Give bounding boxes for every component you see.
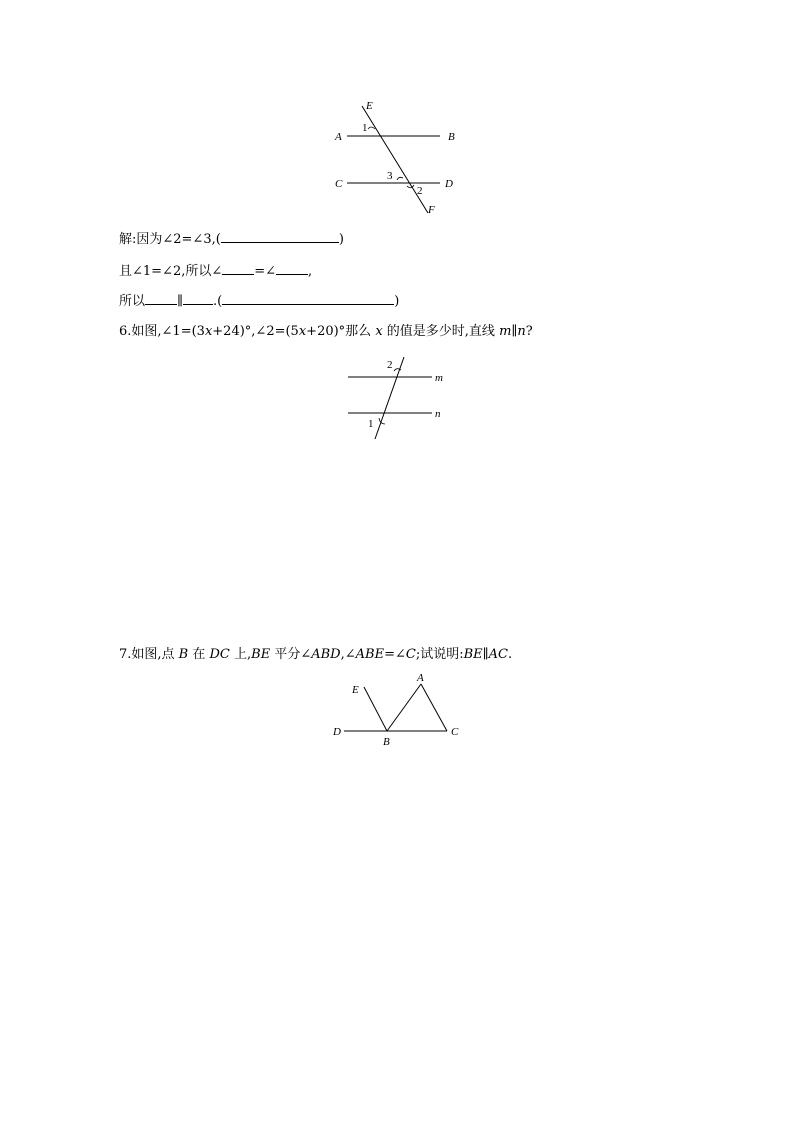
line-blank-2[interactable]: [183, 292, 213, 305]
segment-be: [364, 687, 387, 731]
label-b: B: [383, 736, 390, 748]
angle-3-arc: [397, 177, 403, 180]
label-angle-1: 1: [368, 418, 374, 430]
label-m: m: [435, 372, 443, 384]
label-d: D: [333, 726, 341, 738]
label-angle-2: 2: [417, 185, 423, 197]
label-d: D: [445, 178, 453, 190]
figure-triangle-abc: [328, 668, 468, 750]
label-e: E: [352, 684, 359, 696]
label-f: F: [428, 204, 435, 216]
segment-ac: [421, 684, 447, 731]
figure-parallel-lines-mn: [340, 352, 450, 444]
solution-line-1: 解:因为∠2=∠3,( ): [119, 232, 344, 247]
label-b: B: [448, 131, 455, 143]
label-n: n: [435, 408, 441, 420]
label-angle-2: 2: [387, 359, 393, 371]
figure-parallel-lines-ab-cd: [330, 95, 470, 220]
label-angle-3: 3: [387, 170, 393, 182]
angle-blank-2[interactable]: [276, 262, 308, 275]
question-7: 7.如图,点 B 在 DC 上,BE 平分∠ABD,∠ABE=∠C;试说明:BE∥AC.: [119, 647, 513, 662]
label-c: C: [451, 726, 459, 738]
label-a: A: [335, 131, 342, 143]
solution-line-2: 且∠1=∠2,所以∠ =∠ ,: [119, 264, 313, 279]
question-6: 6.如图,∠1=(3x+24)°,∠2=(5x+20)°那么 x 的值是多少时,直线 m∥n?: [119, 324, 533, 339]
reason-blank-2[interactable]: [222, 292, 394, 305]
segment-ba: [387, 684, 421, 731]
reason-blank-1[interactable]: [221, 230, 339, 243]
label-e: E: [366, 100, 373, 112]
label-a: A: [417, 672, 424, 684]
label-angle-1: 1: [362, 122, 368, 134]
angle-blank-1[interactable]: [222, 262, 254, 275]
label-c: C: [335, 178, 343, 190]
line-blank-1[interactable]: [145, 292, 177, 305]
angle-1-arc: [368, 127, 375, 129]
solution-line-3: 所以 ∥ .( ): [119, 294, 400, 309]
